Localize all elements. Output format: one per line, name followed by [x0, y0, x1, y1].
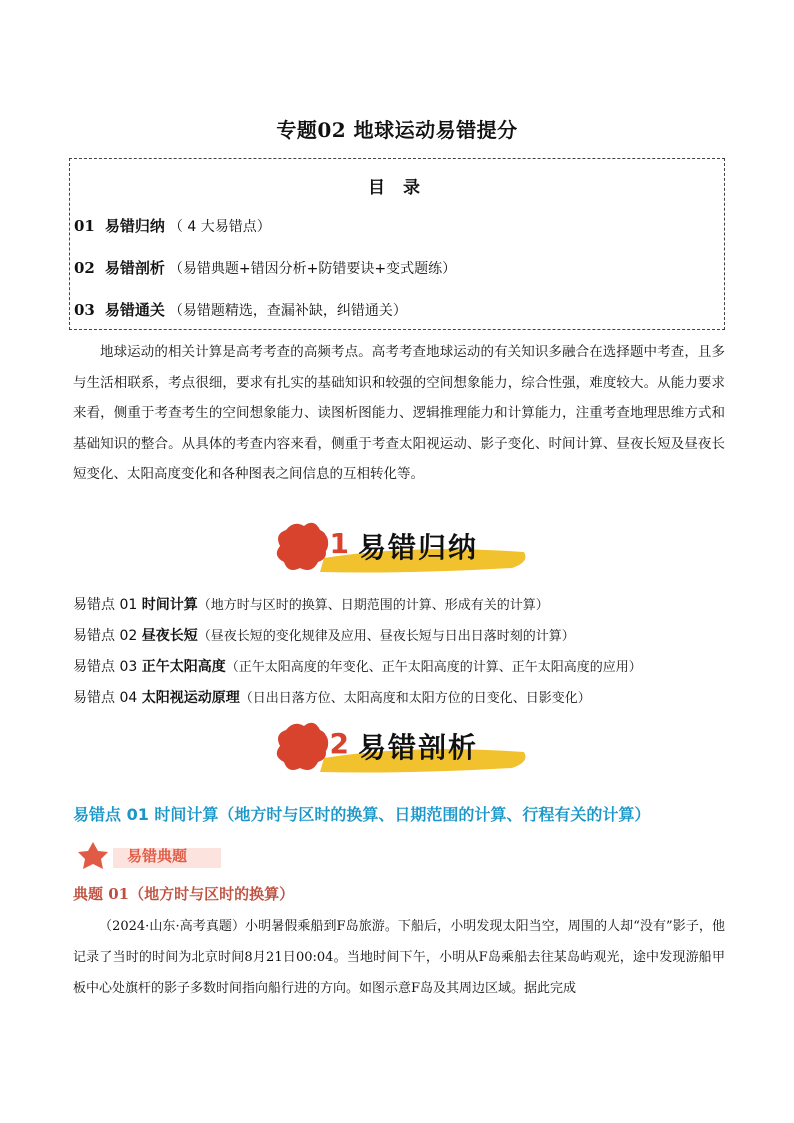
table-of-contents: [69, 158, 725, 330]
example-text: （2024·山东·高考真题）小明暑假乘船到F岛旅游。下船后，小明发现太阳当空，周围的人却“没有”影子，他记录了当时的时间为北京时间8月21日00:04。当地时间下午，小明从F岛乘船去往某岛屿观光，途中发现游船甲板中心处旗杆的影子多数时间指向船行进的方向。如图示意F岛及其周边区域。据此完成: [73, 919, 725, 996]
toc-item: [74, 215, 271, 236]
toc-item-name: 易错剖析: [104, 259, 165, 277]
toc-item-number: 01: [74, 217, 95, 235]
error-point-label: 易错点 03: [73, 659, 138, 675]
tag-label: 易错典题: [127, 847, 188, 865]
section-banner-02: [272, 718, 532, 776]
example-title: 典题 01（地方时与区时的换算）: [73, 885, 295, 903]
toc-item: [74, 299, 407, 320]
error-point-label: 易错点 02: [73, 628, 138, 644]
toc-item-name: 易错通关: [104, 301, 165, 319]
toc-item-number: 03: [74, 301, 95, 319]
toc-item: [74, 257, 456, 278]
banner-number: 02: [310, 727, 349, 760]
example-body: [73, 911, 725, 1004]
toc-item-desc: （易错题精选，查漏补缺，纠错通关）: [168, 303, 407, 319]
error-point-item: [73, 594, 549, 614]
section-heading: 易错点 01 时间计算（地方时与区时的换算、日期范围的计算、行程有关的计算）: [73, 805, 651, 824]
error-point-label: 易错点 01: [73, 597, 138, 613]
error-point-main: 正午太阳高度: [141, 659, 226, 675]
toc-heading: 目 录: [368, 178, 426, 198]
page-title: 专题02 地球运动易错提分: [276, 118, 518, 142]
error-point-main: 昼夜长短: [141, 628, 198, 644]
toc-item-number: 02: [74, 259, 95, 277]
error-point-item: [73, 656, 642, 676]
example-tag: [73, 840, 223, 870]
section-banner-01: [272, 518, 532, 576]
intro-paragraph: [73, 337, 725, 490]
error-point-sub: （日出日落方位、太阳高度和太阳方位的日变化、日影变化）: [239, 691, 591, 706]
error-point-item: [73, 625, 575, 645]
toc-item-name: 易错归纳: [104, 217, 165, 235]
toc-item-desc: （ 4 大易错点）: [168, 219, 271, 235]
banner-text: 易错归纳: [358, 531, 479, 564]
error-point-main: 时间计算: [141, 597, 198, 613]
error-point-sub: （正午太阳高度的年变化、正午太阳高度的计算、正午太阳高度的应用）: [225, 660, 642, 675]
error-point-sub: （昼夜长短的变化规律及应用、昼夜长短与日出日落时刻的计算）: [197, 629, 575, 644]
toc-item-desc: （易错典题+错因分析+防错要诀+变式题练）: [168, 261, 457, 277]
error-point-sub: （地方时与区时的换算、日期范围的计算、形成有关的计算）: [197, 598, 549, 613]
banner-text: 易错剖析: [358, 731, 479, 764]
intro-text: 地球运动的相关计算是高考考查的高频考点。高考考查地球运动的有关知识多融合在选择题中考查，且多与生活相联系，考点很细，要求有扎实的基础知识和较强的空间想象能力，综合性强，难度较大。从能力要求来看，侧重于考查考生的空间想象能力、读图析图能力、逻辑推理能力和计算能力，注重考查地理思维方式和基础知识的整合。从具体的考查内容来看，侧重于考查太阳视运动、影子变化、时间计算、昼夜长短及昼夜长短变化、太阳高度变化和各种图表之间信息的互相转化等。: [73, 344, 725, 482]
banner-number: 01: [310, 527, 349, 560]
error-point-main: 太阳视运动原理: [141, 690, 240, 706]
error-point-item: [73, 687, 591, 707]
error-point-label: 易错点 04: [73, 690, 138, 706]
